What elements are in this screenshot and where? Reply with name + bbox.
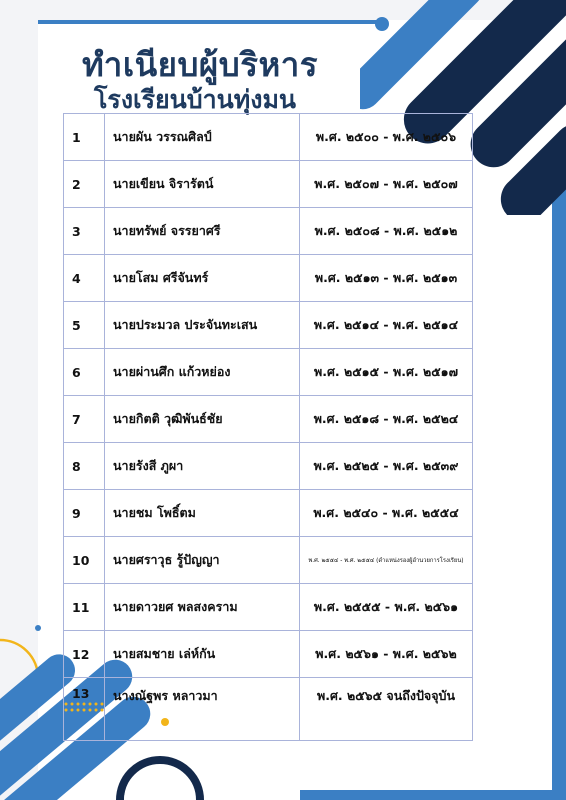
row-number: 5 (64, 302, 105, 349)
table-row (64, 114, 473, 161)
row-number: 10 (64, 537, 105, 584)
administrator-name: นายรังสี ภูผา (105, 443, 300, 490)
term-period: พ.ศ. ๒๕๐๗ - พ.ศ. ๒๕๐๗ (300, 161, 473, 208)
administrator-name: นายสมชาย เล่ห์กัน (105, 631, 300, 678)
page-title: ทำเนียบผู้บริหาร (82, 45, 318, 84)
table-row (64, 255, 473, 302)
table-row (64, 584, 473, 631)
table-row (64, 678, 473, 741)
row-number: 4 (64, 255, 105, 302)
term-period: พ.ศ. ๒๕๑๔ - พ.ศ. ๒๕๑๔ (300, 302, 473, 349)
row-number: 11 (64, 584, 105, 631)
table-row (64, 631, 473, 678)
row-number: 9 (64, 490, 105, 537)
administrator-name: นายชม โพธิ์ตม (105, 490, 300, 537)
administrator-name: นายผ่านศึก แก้วหย่อง (105, 349, 300, 396)
administrator-name: นายศราวุธ รู้ปัญญา (105, 537, 300, 584)
row-number: 6 (64, 349, 105, 396)
administrator-name: นายประมวล ประจันทะเสน (105, 302, 300, 349)
administrator-name: นายกิตติ วุฒิพันธ์ชัย (105, 396, 300, 443)
term-period: พ.ศ. ๒๕๕๕ - พ.ศ. ๒๕๖๑ (300, 584, 473, 631)
term-period: พ.ศ. ๒๕๑๓ - พ.ศ. ๒๕๑๓ (300, 255, 473, 302)
term-period: พ.ศ. ๒๕๑๕ - พ.ศ. ๒๕๑๗ (300, 349, 473, 396)
school-name: โรงเรียนบ้านทุ่งมน (93, 85, 297, 114)
administrator-name: นายโสม ศรีจันทร์ (105, 255, 300, 302)
row-number: 12 (64, 631, 105, 678)
term-period: พ.ศ. ๒๕๔๐ - พ.ศ. ๒๕๕๔ (300, 490, 473, 537)
table-row (64, 396, 473, 443)
table-row (64, 490, 473, 537)
term-period: พ.ศ. ๒๕๕๔ - พ.ศ. ๒๕๕๔ (ดำแหน่งรองผู้อำนวยการโรงเรียน) (300, 537, 473, 584)
administrators-table (63, 113, 473, 741)
top-blue-bar (38, 20, 388, 24)
administrator-name: นางณัฐพร หลาวมา (105, 678, 300, 741)
row-number: 7 (64, 396, 105, 443)
row-number: 8 (64, 443, 105, 490)
table-row (64, 443, 473, 490)
table-row (64, 537, 473, 584)
administrator-name: นายเขียน จิรารัตน์ (105, 161, 300, 208)
administrator-name: นายดาวยศ พลสงคราม (105, 584, 300, 631)
table-row (64, 302, 473, 349)
administrator-name: นายผัน วรรณศิลป์ (105, 114, 300, 161)
term-period: พ.ศ. ๒๕๐๘ - พ.ศ. ๒๕๑๒ (300, 208, 473, 255)
term-period: พ.ศ. ๒๕๐๐ - พ.ศ. ๒๕๐๖ (300, 114, 473, 161)
bottom-blue-border (300, 790, 566, 800)
term-period: พ.ศ. ๒๕๑๘ - พ.ศ. ๒๕๒๔ (300, 396, 473, 443)
row-number: 13 (64, 678, 105, 741)
table-row (64, 349, 473, 396)
row-number: 1 (64, 114, 105, 161)
right-blue-border (552, 160, 566, 800)
term-period: พ.ศ. ๒๕๖๑ - พ.ศ. ๒๕๖๒ (300, 631, 473, 678)
administrator-name: นายทรัพย์ จรรยาศรี (105, 208, 300, 255)
term-period: พ.ศ. ๒๕๒๕ - พ.ศ. ๒๕๓๙ (300, 443, 473, 490)
table-row (64, 161, 473, 208)
table-row (64, 208, 473, 255)
term-period: พ.ศ. ๒๕๖๕ จนถึงปัจจุบัน (300, 678, 473, 741)
row-number: 3 (64, 208, 105, 255)
row-number: 2 (64, 161, 105, 208)
